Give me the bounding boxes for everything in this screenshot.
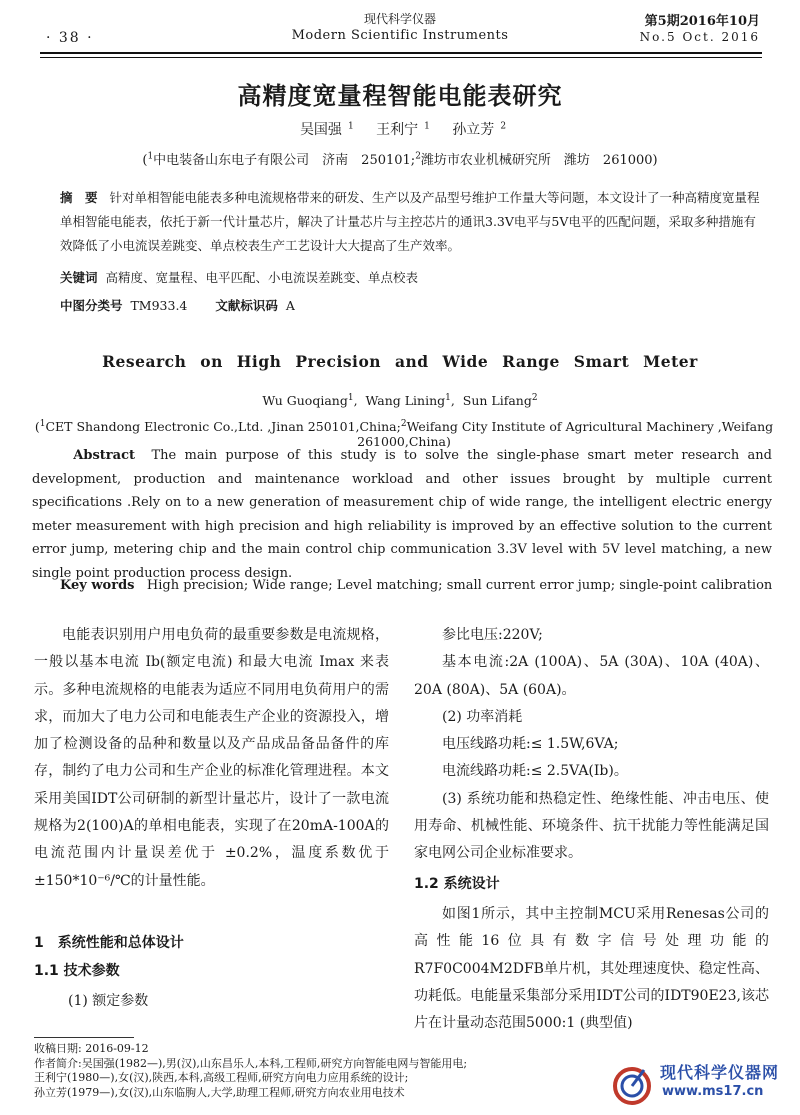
header-rule [40,52,762,54]
param-line: 基本电流:2A (100A)、5A (30A)、10A (40A)、20A (80A)、5A (60A)。 [414,654,769,698]
keywords-cn: 关键词 高精度、宽量程、电平匹配、小电流误差跳变、单点校表 [60,270,418,285]
affiliation-cn: ($^1$中电装备山东电子有限公司 济南 250101;$^2$潍坊市农业机械研究所 潍坊 261000) [142,151,658,168]
issue-info-cn: 第5期2016年10月 [644,14,760,29]
body-paragraph: 电能表识别用户用电负荷的最重要参数是电流规格，一般以基本电流 Ib(额定电流) 和最大电流 Imax 来表示。多种电流规格的电能表为适应不同用电负荷用户的需求，而加大了电力公司和电能表生产企业的资源投入，增加了检测设备的品种和数量以及产品成品备品备件的库存，制约了电力公司和生产企业的标准化管理进程。本文采用美国IDT公司研制的新型计量芯片，设计了一款电流规格为2(100)A的单相电能表，实现了在20mA-100A的电流范围内计量误差优于 ±0.2%，温度系数优于 ±150*10⁻⁶/℃的计量性能。 [34,627,389,889]
subsection-heading: 1.2 系统设计 [414,875,500,892]
body-column-left [34,622,389,895]
footnote-rule [34,1037,134,1038]
author-list-cn [0,119,800,139]
abstract-label-cn: 摘 要 [60,190,98,205]
page-number: · 38 · [46,30,94,46]
param-line: (2) 功率消耗 [442,708,523,725]
param-line: 电流线路功耗:≤ 2.5VA(Ib)。 [442,763,628,780]
abstract-text-en: The main purpose of this study is to solve the single-phase smart meter research and development, production and maintenance workload and other issues brought by multiple current specifications .Rely on to a new generation of measurement chip of wide range, the intelligent electric energy meter measurement with high precision and high reliability is improved by an effective solution to the current error jump, metering chip and the main control chip communication 3.3V level with 5V level matching, a new single point production process design. [32,448,772,581]
watermark-logo-icon [608,1060,658,1108]
author-cn: 吴国强 $^1$ [299,121,354,138]
paper-title-en: Research on High Precision and Wide Range Smart Meter [102,352,698,371]
section-heading: 1 系统性能和总体设计 [34,935,184,951]
journal-name-cn: 现代科学仪器 [363,12,436,26]
author-list-en: Wu Guoqiang$^1$, Wang Lining$^1$, Sun Lifang$^2$ [262,393,538,409]
affiliation-en: ($^1$CET Shandong Electronic Co.,Ltd. ,Jinan 250101,China;$^2$Weifang City Institute of Agricultural Machinery ,Weifang 261000,China) [34,419,774,450]
author-en: Sun Lifang$^2$ [462,393,538,409]
header-rule-thin [40,57,762,58]
abstract-text-cn: 针对单相智能电能表多种电流规格带来的研发、生产以及产品型号维护工作量大等问题，本文设计了一种高精度宽量程单相智能电能表，依托于新一代计量芯片，解决了计量芯片与主控芯片的通讯3.3V电平与5V电平的匹配问题，采取多种措施有效降低了小电流误差跳变、单点校表生产工艺设计大大提高了生产效率。 [60,190,760,253]
watermark-name: 现代科学仪器网 [660,1063,780,1082]
list-item: (1) 额定参数 [68,993,149,1009]
param-line: 参比电压:220V; [442,627,543,643]
author-bio: 王利宁(1980—),女(汉),陕西,本科,高级工程师,研究方向电力应用系统的设计; [34,1071,409,1084]
body-paragraph: 如图1所示，其中主控制MCU采用Renesas公司的高性能16位具有数字信号处理功能的R7F0C004M2DFB单片机，其处理速度快、稳定性高、功耗低。电能量采集部分采用IDT公司的IDT90E23,该芯片在计量动态范围5000:1 (典型值) [414,905,769,1032]
author-en: Wang Lining$^1$ [365,393,451,409]
author-bio: 作者简介:吴国强(1982—),男(汉),山东昌乐人,本科,工程师,研究方向智能电网与智能用电; [34,1056,468,1070]
keywords-en: Key words High precision; Wide range; Level matching; small current error jump; single-point calibration [60,578,773,593]
issue-info-en: No.5 Oct. 2016 [639,30,760,44]
body-column-right [414,622,769,1037]
received-date: 收稿日期: 2016-09-12 [34,1042,149,1055]
param-line: (3) 系统功能和热稳定性、绝缘性能、冲击电压、使用寿命、机械性能、环境条件、抗干扰能力等性能满足国家电网公司企业标准要求。 [414,790,769,862]
classification-line: 中图分类号 TM933.4 文献标识码 A [60,298,295,313]
abstract-label-en: Abstract [73,448,135,463]
author-cn: 孙立芳 $^2$ [452,121,507,138]
author-cn: 王利宁 $^1$ [376,121,430,138]
subsection-heading: 1.1 技术参数 [34,963,120,979]
watermark-url: www.ms17.cn [662,1084,764,1099]
abstract-en [32,444,772,585]
param-line: 电压线路功耗:≤ 1.5W,6VA; [442,736,619,753]
footnotes [34,1042,594,1100]
paper-title-cn: 高精度宽量程智能电能表研究 [237,82,563,110]
site-watermark [608,1060,788,1108]
abstract-cn [60,186,760,258]
journal-name-en: Modern Scientific Instruments [291,28,509,43]
author-bio: 孙立芳(1979—),女(汉),山东临朐人,大学,助理工程师,研究方向农业用电技术 [34,1085,405,1099]
author-en: Wu Guoqiang$^1$ [262,393,354,409]
